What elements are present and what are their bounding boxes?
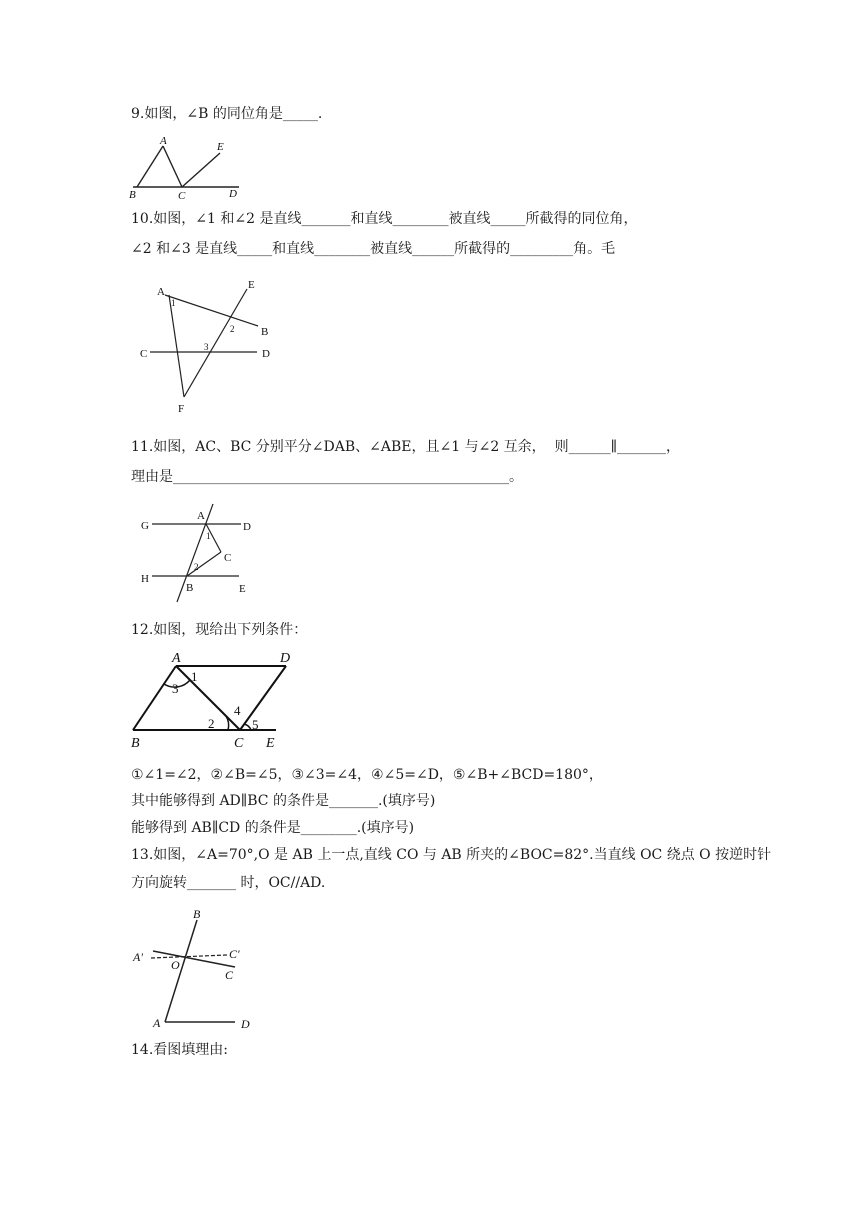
q9-label-e: E bbox=[217, 141, 224, 153]
q10-label-e: E bbox=[248, 279, 255, 291]
q10-label-f: F bbox=[178, 403, 185, 415]
q12-angle-2: 2 bbox=[208, 716, 215, 731]
q13-figure bbox=[125, 905, 275, 1035]
q10-label-d: D bbox=[262, 348, 270, 360]
q13-line2: 方向旋转_______ 时，OC//AD. bbox=[131, 875, 326, 891]
q11-label-c: C bbox=[224, 552, 232, 564]
q9-figure bbox=[125, 134, 255, 204]
q12-figure bbox=[128, 648, 298, 753]
q9-label-c: C bbox=[178, 190, 186, 202]
q12-line4: 能够得到 AB∥CD 的条件是________.(填序号) bbox=[131, 820, 415, 836]
q11-angle-2: 2 bbox=[194, 562, 199, 572]
q12-angle-1: 1 bbox=[191, 669, 198, 684]
q13-label-b: B bbox=[193, 907, 201, 921]
q9-label-b: B bbox=[129, 189, 136, 201]
q9-text: 9.如图，∠B 的同位角是_____. bbox=[131, 106, 323, 122]
q12-line1: 12.如图，现给出下列条件： bbox=[131, 622, 308, 638]
q13-label-c: C bbox=[225, 968, 234, 982]
q13-label-a: A bbox=[153, 1016, 161, 1030]
q11-line2: 理由是________________________________________________。 bbox=[131, 469, 523, 485]
q10-figure bbox=[135, 275, 285, 420]
q12-angle-3: 3 bbox=[172, 681, 179, 696]
q12-label-d: D bbox=[280, 651, 291, 666]
q10-label-c: C bbox=[140, 348, 148, 360]
q13-label-c-prime: C' bbox=[229, 947, 240, 961]
q12-angle-5: 5 bbox=[252, 717, 259, 732]
q11-label-b: B bbox=[186, 582, 194, 594]
q11-label-e: E bbox=[239, 583, 246, 595]
q11-label-d: D bbox=[243, 521, 251, 533]
q13-label-d: D bbox=[241, 1017, 250, 1031]
q13-label-a-prime: A' bbox=[133, 950, 143, 964]
q10-line2: ∠2 和∠3 是直线_____和直线________被直线______所截得的_________角。毛 bbox=[131, 241, 616, 257]
q10-line1: 10.如图，∠1 和∠2 是直线_______和直线________被直线_____所截得的同位角， bbox=[131, 211, 638, 227]
q11-label-a: A bbox=[197, 510, 205, 522]
q13-label-o: O bbox=[171, 958, 180, 972]
q10-angle-1: 1 bbox=[171, 298, 176, 308]
q10-label-b: B bbox=[261, 326, 269, 338]
q9-label-a: A bbox=[160, 135, 167, 147]
q10-label-a: A bbox=[157, 286, 165, 298]
q11-label-g: G bbox=[141, 520, 149, 532]
q14-text: 14.看图填理由: bbox=[131, 1042, 228, 1058]
q12-label-e: E bbox=[266, 736, 275, 751]
q12-label-b: B bbox=[131, 736, 140, 751]
q10-angle-2: 2 bbox=[230, 324, 235, 334]
q12-line2: ①∠1=∠2，②∠B=∠5，③∠3=∠4，④∠5=∠D，⑤∠B+∠BCD=180°， bbox=[131, 767, 603, 783]
q12-label-c: C bbox=[234, 736, 244, 751]
q12-angle-4: 4 bbox=[234, 703, 241, 718]
q10-angle-3: 3 bbox=[204, 342, 209, 352]
q11-line1: 11.如图，AC、BC 分别平分∠DAB、∠ABE，且∠1 与∠2 互余， 则______∥_______， bbox=[131, 439, 681, 455]
q11-angle-1: 1 bbox=[206, 531, 211, 541]
q11-figure bbox=[135, 500, 265, 610]
q12-line3: 其中能够得到 AD∥BC 的条件是_______.(填序号) bbox=[131, 793, 436, 809]
q12-label-a: A bbox=[172, 651, 181, 666]
q9-label-d: D bbox=[229, 188, 237, 200]
q11-label-h: H bbox=[141, 573, 149, 585]
q13-line1: 13.如图，∠A=70°,O 是 AB 上一点,直线 CO 与 AB 所夹的∠BOC=82°.当直线 OC 绕点 O 按逆时针 bbox=[131, 847, 772, 863]
